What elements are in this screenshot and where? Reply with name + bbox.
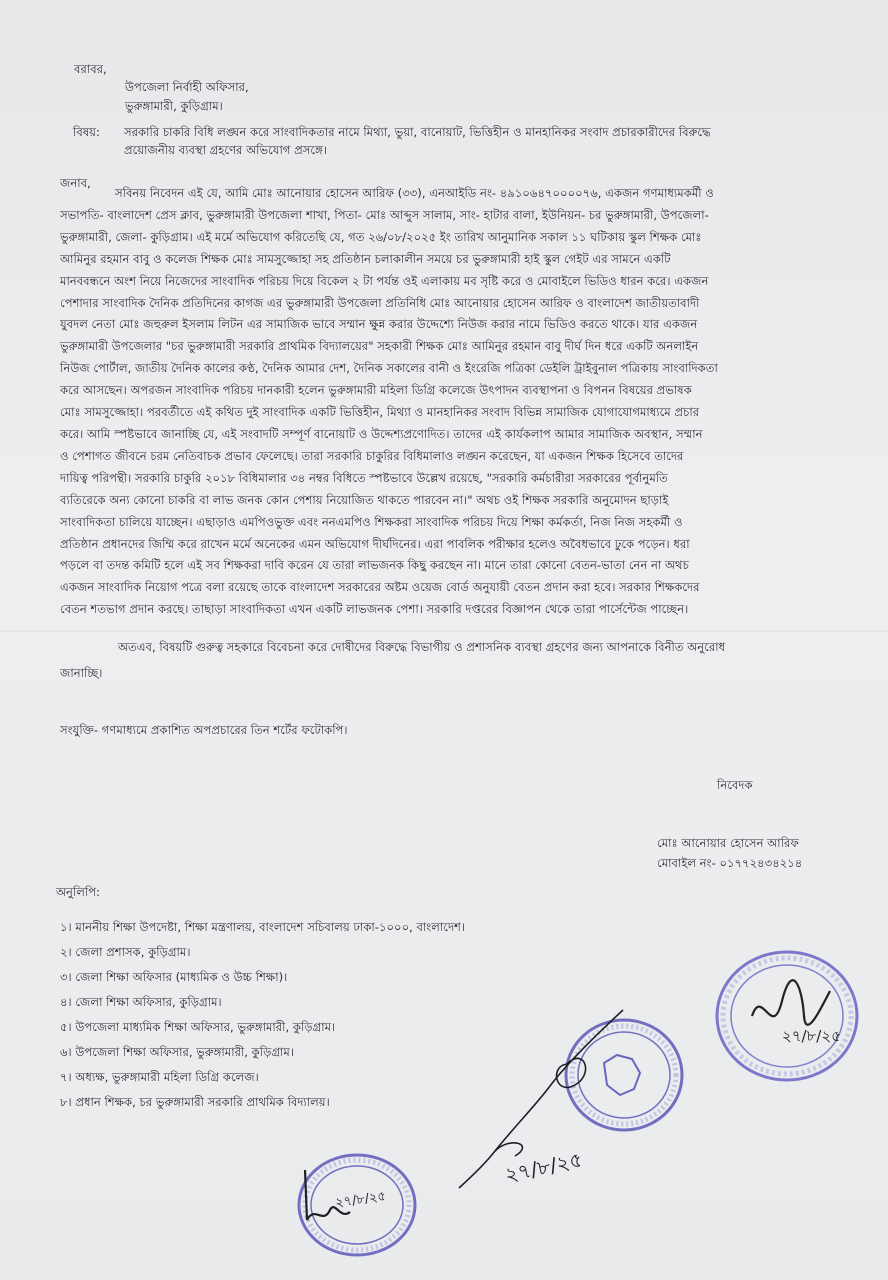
body-line: পেশাদার সাংবাদিক দৈনিক প্রতিদিনের কাগজ এর ভুরুঙ্গামারী উপজেলা প্রতিনিধি মোঃ আনোয়ার হোসেন আরিফ ও বাংলাদেশ জাতীয়তাবাদী [60,295,700,310]
body-line: দায়িত্ব পরিপন্থী। সরকারি চাকুরি ২০১৮ বিধিমালার ৩৪ নম্বর বিধিতে স্পষ্টভাবে উল্লেখ রয়েছে, "সরকারি কর্মচারীরা সরকারের পূর্বানুমতি [60,470,668,485]
subject-line-1: সরকারি চাকরি বিধি লঙ্ঘন করে সাংবাদিকতার নামে মিথ্যা, ভুয়া, বানোয়াট, ভিত্তিহীন ও মানহানিকর সংবাদ প্রচারকারীদের বিরুদ্ধে [124,125,711,139]
body-line: সবিনয় নিবেদন এই যে, আমি মোঃ আনোয়ার হোসেন আরিফ (৩৩), এনআইডি নং- ৪৯১০৬৪৭০০০০৭৬, একজন গণমাধ্যমকর্মী ও [115,186,714,200]
body-line: প্রতিষ্ঠান প্রধানদের জিম্মি করে রাখেন মর্মে অনেকের এমন অভিযোগ দীর্ঘদিনের। এরা পাবলিক পরীক্ষার হলেও অবৈধভাবে ঢুকে পড়েন। ধরা [60,536,690,551]
letter-body [60,183,835,621]
body-line: পড়লে বা তদন্ত কমিটি হলে এই সব শিক্ষকরা দাবি করেন যে তারা লাভজনক কিছু করছেন না। মানে তারা কোনো বেতন-ভাতা নেন না অথচ [60,558,689,573]
paper-fold-line [0,630,888,632]
office-seal-stamp-right [712,946,862,1086]
cc-item: ৩। জেলা শিক্ষা অফিসার (মাধ্যমিক ও উচ্চ শিক্ষা)। [60,970,288,984]
stamp-date-left: ২৭/৮/২৫ [334,1189,387,1211]
body-line: ভুরুঙ্গামারী উপজেলার "চর ভুরুঙ্গামারী সরকারি প্রাথমিক বিদ্যালয়ের" সহকারী শিক্ষক মোঃ আমিনুর রহমান বাবু দীর্ঘ দিন ধরে একটি অনলাইন [60,339,699,354]
cc-heading: অনুলিপি: [56,885,101,899]
body-line: সভাপতি- বাংলাদেশ প্রেস ক্লাব, ভুরুঙ্গামারী উপজেলা শাখা, পিতা- মোঃ আব্দুস সালাম, সাং- হাটার বালা, ইউনিয়ন- চর ভুরুঙ্গামারী, উপজেলা- [60,207,709,222]
cc-item: ১। মাননীয় শিক্ষা উপদেষ্টা, শিক্ষা মন্ত্রণালয়, বাংলাদেশ সচিবালয় ঢাকা-১০০০, বাংলাদেশ। [60,920,466,934]
cc-item: ২। জেলা প্রশাসক, কুড়িগ্রাম। [60,945,191,959]
body-line: ও পেশাগত জীবনে চরম নেতিবাচক প্রভাব ফেলেছে। তারা সরকারি চাকুরির বিধিমালাও লঙ্ঘন করেছেন, যা একজন শিক্ষক হিসেবে তাদের [60,448,684,463]
body-line: করে আসছেন। অপরজন সাংবাদিক পরিচয় দানকারী হলেন ভুরুঙ্গামারী মহিলা ডিগ্রি কলেজে উৎপাদন ব্যবস্থাপনা ও বিপনন বিষয়ের প্রভাষক [60,383,692,398]
salutation-to: বরাবর, [74,62,107,76]
subject-line-2: প্রয়োজনীয় ব্যবস্থা গ্রহণের অভিযোগ প্রসঙ্গে। [124,143,327,157]
sender-mobile: মোবাইল নং- ০১৭৭২৪৩৪২১৪ [657,856,803,870]
body-line: মানববন্ধনে অংশ নিয়ে নিজেদের সাংবাদিক পরিচয় দিয়ে বিকেল ২ টা পর্যন্ত ওই এলাকায় মব সৃষ্টি করে ও মোবাইলে ভিডিও ধারন করে। একজন [60,273,709,288]
recipient-line-2: ভুরুঙ্গামারী, কুড়িগ্রাম। [125,99,223,113]
received-date-handwritten: ২৭/৮/২৫ [502,1147,585,1188]
cc-item: ৮। প্রধান শিক্ষক, চর ভুরুঙ্গামারী সরকারি প্রাথমিক বিদ্যালয়। [60,1095,330,1109]
body-line: নিউজ পোর্টাল, জাতীয় দৈনিক কালের কণ্ঠ, দৈনিক আমার দেশ, দৈনিক সকালের বানী ও ইংরেজি পত্রিকা ডেইলি ট্রাইবুনাল পত্রিকায় সাংবাদিকতা [60,361,718,376]
cc-item: ৭। অধ্যক্ষ, ভুরুঙ্গামারী মহিলা ডিগ্রি কলেজ। [60,1070,259,1084]
recipient-line-1: উপজেলা নির্বাহী অফিসার, [125,80,249,94]
body-line: আমিনুর রহমান বাবু ও কলেজ শিক্ষক মোঃ সামসুজ্জোহা সহ প্রতিষ্ঠান চলাকালীন সময়ে চর ভুরুঙ্গামারী হাই স্কুল গেইট এর সামনে একটি [60,251,671,266]
closing-line-1: অতএব, বিষয়টি গুরুত্ব সহকারে বিবেচনা করে দোষীদের বিরুদ্ধে বিভাগীয় ও প্রশাসনিক ব্যবস্থা গ্রহণের জন্য আপনাকে বিনীত অনুরোধ [118,640,726,654]
body-line: ব্যতিরেকে অন্য কোনো চাকরি বা লাভ জনক কোন পেশায় নিয়োজিত থাকতে পারবেন না।" অথচ ওই শিক্ষক সরকারি অনুমোদন ছাড়াই [60,492,669,507]
closing-line-2: জানাচ্ছি। [60,666,103,680]
body-line: ভুরুঙ্গামারী, জেলা- কুড়িগ্রাম। এই মর্মে অভিযোগ করিতেছি যে, গত ২৬/০৮/২০২৫ ইং তারিখ আনুমানিক সকাল ১১ ঘটিকায় স্কুল শিক্ষক মোঃ [60,229,702,244]
body-line: মোঃ সামসুজ্জোহা। পরবর্তীতে এই কথিত দুই সাংবাদিক একটি ভিত্তিহীন, মিথ্যা ও মানহানিকর সংবাদ বিভিন্ন সামাজিক যোগাযোগমাধ্যমে প্রচার [60,405,700,420]
cc-item: ৬। উপজেলা শিক্ষা অফিসার, ভুরুঙ্গামারী, কুড়িগ্রাম। [60,1045,294,1059]
signoff-label: নিবেদক [717,778,753,792]
cc-list [60,920,465,1120]
body-line: সাংবাদিকতা চালিয়ে যাচ্ছেন। এছাড়াও এমপিওভুক্ত এবং ননএমপিও শিক্ষকরা সাংবাদিক পরিচয় দিয়ে শিক্ষা কর্মকর্তা, নিজ নিজ সহকর্মী ও [60,514,683,529]
signature-middle [455,1006,630,1191]
sender-name: মোঃ আনোয়ার হোসেন আরিফ [657,836,799,850]
body-line: বেতন শতভাগ প্রদান করছে। তাছাড়া সাংবাদিকতা এখন একটি লাভজনক পেশা। সরকারি দপ্তরের বিজ্ঞাপন থেকে তারা পার্সেন্টেজ পাচ্ছেন। [60,602,689,617]
body-line: একজন সাংবাদিক নিয়োগ পত্রে বলা রয়েছে তাকে বাংলাদেশ সরকারের অষ্টম ওয়েজ বোর্ড অনুযায়ী বেতন প্রদান করা হবে। সরকার শিক্ষকদের [60,580,700,595]
body-line: যুবদল নেতা মোঃ জহুরুল ইসলাম লিটন এর সামাজিক ভাবে সম্মান ক্ষুন্ন করার উদ্দেশ্যে নিউজ করার নামে ভিডিও করতে থাকে। যার একজন [60,317,698,332]
subject-label: বিষয়: [73,125,100,139]
cc-item: ৫। উপজেলা মাধ্যমিক শিক্ষা অফিসার, ভুরুঙ্গামারী, কুড়িগ্রাম। [60,1020,336,1034]
body-line: করে। আমি স্পষ্টভাবে জানাচ্ছি যে, এই সংবাদটি সম্পূর্ণ বানোয়াট ও উদ্দেশ্যপ্রণোদিত। তাদের এই কার্যকলাপ আমার সামাজিক অবস্থান, সম্মান [60,426,703,441]
attachment-note: সংযুক্তি- গণমাধ্যমে প্রকাশিত অপপ্রচারের তিন শর্টের ফটোকপি। [60,723,348,737]
stamp-date-right: ২৭/৮/২৫ [782,1027,841,1045]
cc-item: ৪। জেলা শিক্ষা অফিসার, কুড়িগ্রাম। [60,995,222,1009]
office-seal-stamp-left [295,1150,420,1260]
greeting: জনাব, [60,176,91,190]
